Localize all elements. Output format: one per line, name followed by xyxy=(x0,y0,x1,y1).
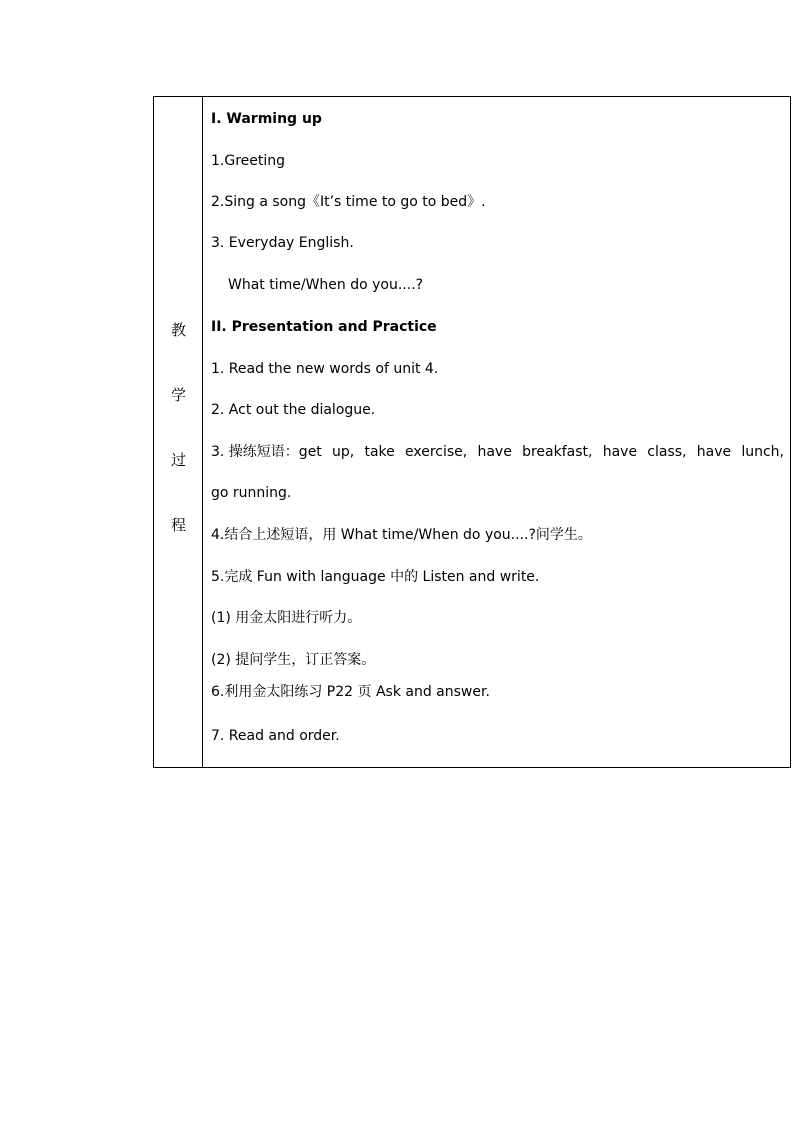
step-read-order: 7. Read and order. xyxy=(211,728,340,744)
phrase-word: lunch, xyxy=(741,444,784,460)
label-char-jiao: 教 xyxy=(170,321,186,339)
label-char-cheng: 程 xyxy=(170,516,186,534)
step-everyday-english-question: What time/When do you....? xyxy=(228,277,424,293)
step-ask-answer: 6.利用金太阳练习 P22 页 Ask and answer. xyxy=(211,684,490,700)
step-read-words: 1. Read the new words of unit 4. xyxy=(211,361,439,377)
step-act-dialogue: 2. Act out the dialogue. xyxy=(211,402,376,418)
step-listen-write-sub2: (2) 提问学生，订正答案。 xyxy=(211,652,376,668)
phrase-word: have xyxy=(602,444,638,460)
step-listen-write-sub1: (1) 用金太阳进行听力。 xyxy=(211,610,362,626)
step-ask-students: 4.结合上述短语，用 What time/When do you....?问学生。 xyxy=(211,527,592,543)
section-label-column xyxy=(154,97,203,767)
phrase-word: take xyxy=(364,444,395,460)
presentation-heading: II. Presentation and Practice xyxy=(211,319,437,335)
phrase-word: class, xyxy=(647,444,687,460)
warming-up-heading: I. Warming up xyxy=(211,111,322,127)
phrase-word: up, xyxy=(332,444,355,460)
step-listen-write: 5.完成 Fun with language 中的 Listen and write. xyxy=(211,569,540,585)
step-everyday-english: 3. Everyday English. xyxy=(211,235,354,251)
phrase-word: 3. 操练短语：get xyxy=(211,444,322,460)
step-practice-phrases-continued: go running. xyxy=(211,485,292,501)
label-char-guo: 过 xyxy=(170,451,186,469)
label-char-xue: 学 xyxy=(170,386,186,404)
phrase-word: breakfast, xyxy=(522,444,593,460)
step-practice-phrases xyxy=(211,443,784,461)
procedure-content xyxy=(203,97,790,767)
phrase-word: exercise, xyxy=(405,444,468,460)
lesson-process-table xyxy=(153,96,791,768)
step-sing-song: 2.Sing a song《It’s time to go to bed》. xyxy=(211,194,486,210)
phrase-word: have xyxy=(696,444,732,460)
phrase-word: have xyxy=(477,444,512,460)
step-greeting: 1.Greeting xyxy=(211,153,286,169)
